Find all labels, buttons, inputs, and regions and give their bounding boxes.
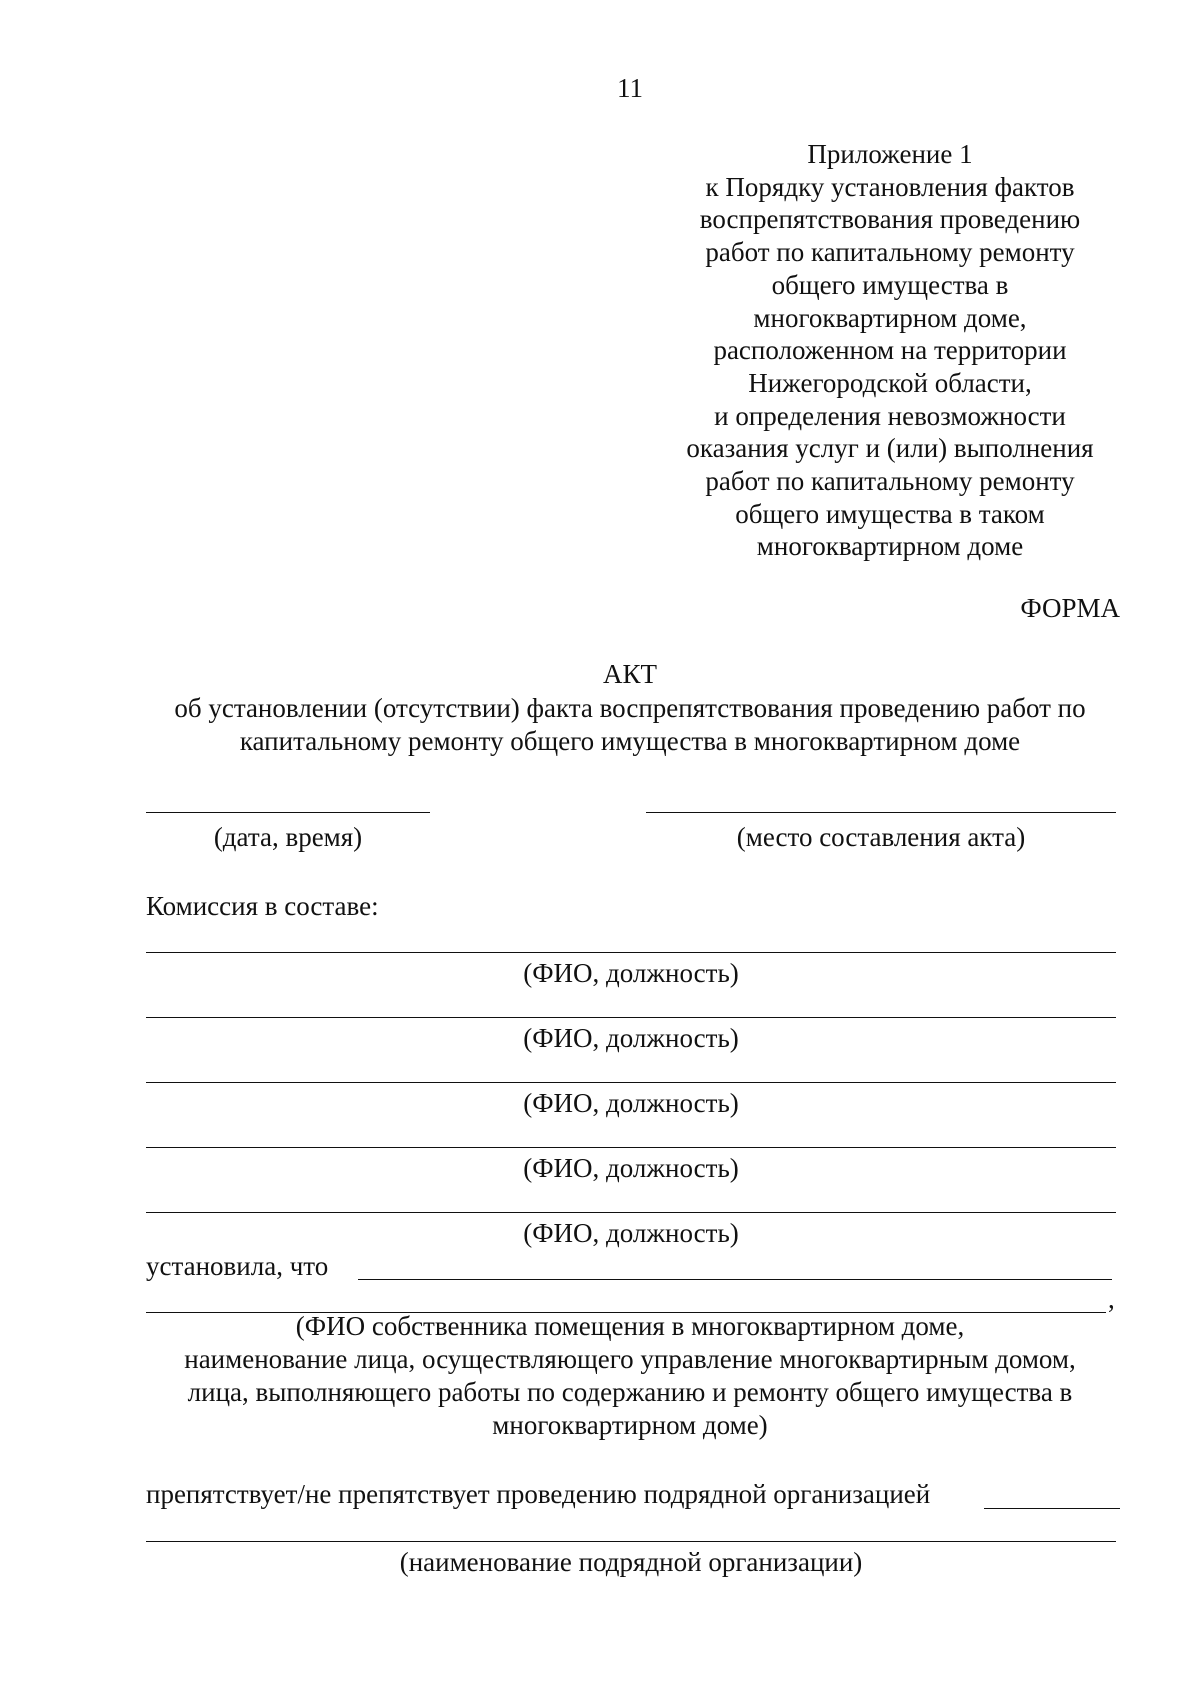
place-caption: (место составления акта) [736, 822, 1026, 852]
date-time-blank-line[interactable] [146, 812, 430, 813]
commission-member-caption: (ФИО, должность) [523, 1218, 739, 1248]
page-number: 11 [617, 73, 643, 103]
commission-member-caption: (ФИО, должность) [523, 1088, 739, 1118]
appendix-line: работ по капитальному ремонту [705, 466, 1075, 497]
appendix-line: многоквартирном доме, [753, 302, 1027, 333]
act-subtitle-line: капитальному ремонту общего имущества в многоквартирном доме [239, 726, 1021, 756]
commission-member-blank-line[interactable] [146, 1082, 1116, 1083]
appendix-line: работ по капитальному ремонту [705, 237, 1075, 268]
commission-member-caption: (ФИО, должность) [523, 1023, 739, 1053]
appendix-line: многоквартирном доме [756, 531, 1024, 562]
appendix-line: общего имущества в [771, 269, 1009, 300]
commission-member-caption: (ФИО, должность) [523, 958, 739, 988]
contractor-blank-line[interactable] [146, 1541, 1116, 1542]
obstruction-label: препятствует/не препятствует проведению подрядной организацией [146, 1479, 931, 1509]
appendix-line: и определения невозможности [714, 400, 1066, 431]
owner-caption-line: многоквартирном доме) [492, 1410, 768, 1440]
commission-member-blank-line[interactable] [146, 1017, 1116, 1018]
owner-caption [130, 1310, 1130, 1442]
commission-member-blank-line[interactable] [146, 1212, 1116, 1213]
appendix-line: расположенном на территории [713, 335, 1067, 366]
form-label: ФОРМА [1020, 593, 1120, 623]
trailing-comma: , [1108, 1284, 1115, 1314]
appendix-header [660, 138, 1120, 563]
commission-member-blank-line[interactable] [146, 952, 1116, 953]
established-label: установила, что [146, 1251, 329, 1281]
place-blank-line[interactable] [646, 812, 1116, 813]
date-time-caption: (дата, время) [213, 822, 363, 852]
act-subtitle [140, 692, 1120, 758]
appendix-line: воспрепятствования проведению [699, 204, 1081, 235]
appendix-line: оказания услуг и (или) выполнения [686, 433, 1094, 464]
commission-member-blank-line[interactable] [146, 1147, 1116, 1148]
contractor-blank-line-short[interactable] [984, 1508, 1120, 1509]
appendix-line: Приложение 1 [807, 139, 973, 169]
commission-member-caption: (ФИО, должность) [523, 1153, 739, 1183]
act-title: АКТ [603, 659, 657, 689]
appendix-line: общего имущества в таком [735, 498, 1045, 529]
owner-caption-line: лица, выполняющего работы по содержанию и ремонту общего имущества в [187, 1377, 1073, 1407]
appendix-line: к Порядку установления фактов [705, 171, 1075, 202]
appendix-line: Нижегородской области, [748, 367, 1032, 398]
contractor-caption: (наименование подрядной организации) [399, 1547, 863, 1577]
established-blank-line[interactable] [358, 1279, 1112, 1280]
owner-caption-line: наименование лица, осуществляющего управление многоквартирным домом, [184, 1344, 1076, 1374]
commission-label: Комиссия в составе: [146, 891, 379, 921]
act-subtitle-line: об установлении (отсутствии) факта воспрепятствования проведению работ по [174, 693, 1086, 723]
owner-caption-line: (ФИО собственника помещения в многоквартирном доме, [295, 1311, 965, 1341]
